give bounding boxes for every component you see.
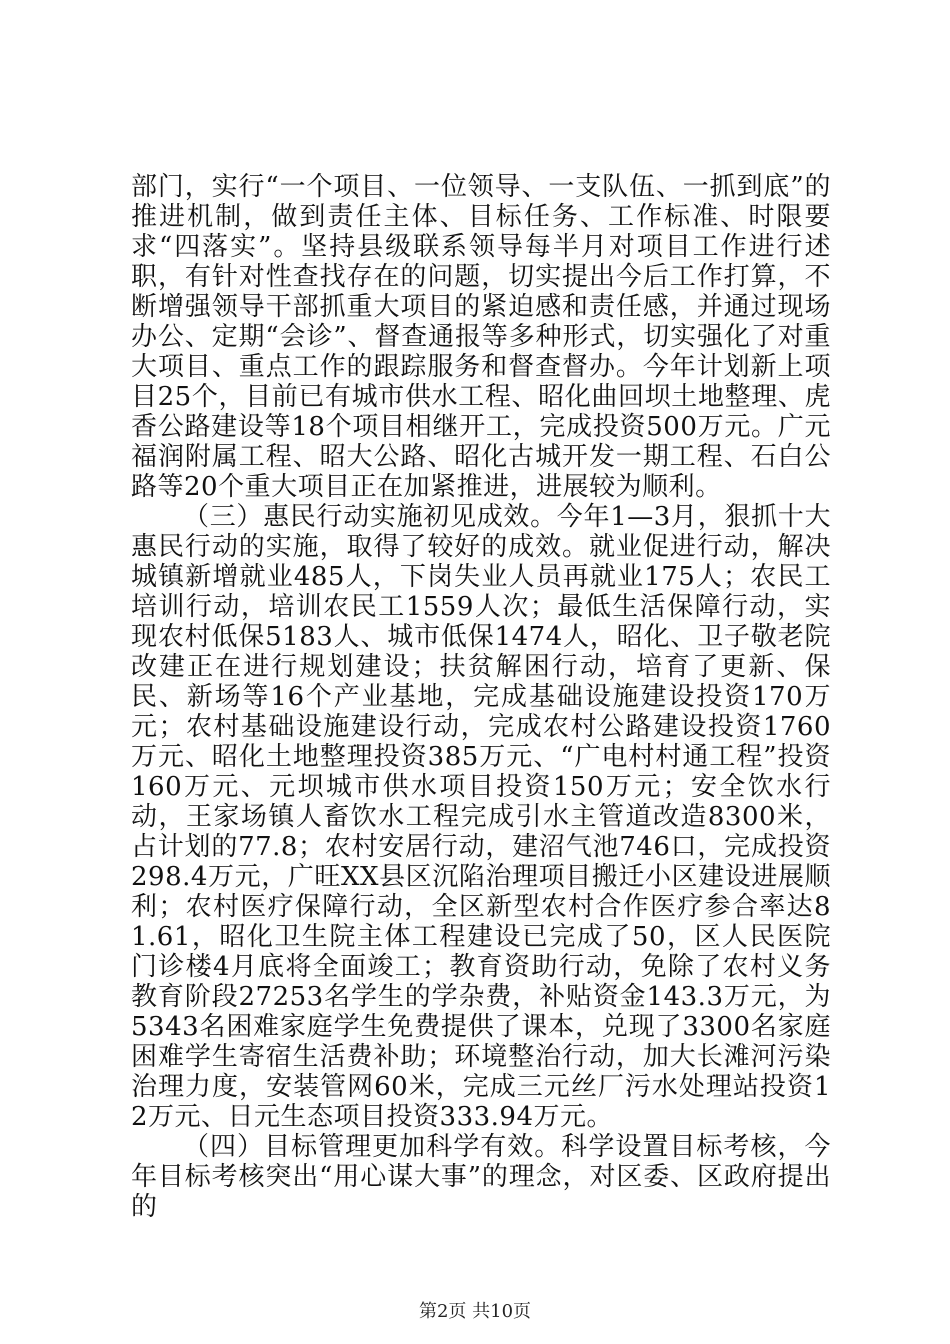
paragraph-2: （三）惠民行动实施初见成效。今年1—3月，狠抓十大惠民行动的实施，取得了较好的成效。就业促进行动，解决城镇新增就业485人，下岗失业人员再就业175人；农民工培训行动，培训农民工1559人次；最低生活保障行动，实现农村低保5183人、城市低保1474人，昭化、卫子敬老院改建正在进行规划建设；扶贫解困行动，培育了更新、保民、新场等16个产业基地，完成基础设施建设投资170万元；农村基础设施建设行动，完成农村公路建设投资1760万元、昭化土地整理投资385万元、“广电村村通工程”投资160万元、元坝城市供水项目投资150万元；安全饮水行动，王家场镇人畜饮水工程完成引水主管道改造8300米，占计划的77.8；农村安居行动，建沼气池746口，完成投资298.4万元，广旺XX县区沉陷治理项目搬迁小区建设进展顺利；农村医疗保障行动，全区新型农村合作医疗参合率达81.61，昭化卫生院主体工程建设已完成了50，区人民医院门诊楼4月底将全面竣工；教育资助行动，免除了农村义务教育阶段27253名学生的学杂费，补贴资金143.3万元，为5343名困难家庭学生免费提供了课本，兑现了3300名家庭困难学生寄宿生活费补助；环境整治行动，加大长滩河污染治理力度，安装管网60米，完成三元丝厂污水处理站投资12万元、日元生态项目投资333.94万元。 — [131, 502, 831, 1132]
page-number-footer: 第2页 共10页 — [418, 1301, 532, 1322]
document-body — [131, 172, 831, 1222]
paragraph-3: （四）目标管理更加科学有效。科学设置目标考核，今年目标考核突出“用心谋大事”的理念，对区委、区政府提出的 — [131, 1132, 831, 1222]
paragraph-1: 部门，实行“一个项目、一位领导、一支队伍、一抓到底”的推进机制，做到责任主体、目标任务、工作标准、时限要求“四落实”。坚持县级联系领导每半月对项目工作进行述职，有针对性查找存在的问题，切实提出今后工作打算，不断增强领导干部抓重大项目的紧迫感和责任感，并通过现场办公、定期“会诊”、督查通报等多种形式，切实强化了对重大项目、重点工作的跟踪服务和督查督办。今年计划新上项目25个，目前已有城市供水工程、昭化曲回坝土地整理、虎香公路建设等18个项目相继开工，完成投资500万元。广元福润附属工程、昭大公路、昭化古城开发一期工程、石白公路等20个重大项目正在加紧推进，进展较为顺利。 — [131, 172, 831, 502]
